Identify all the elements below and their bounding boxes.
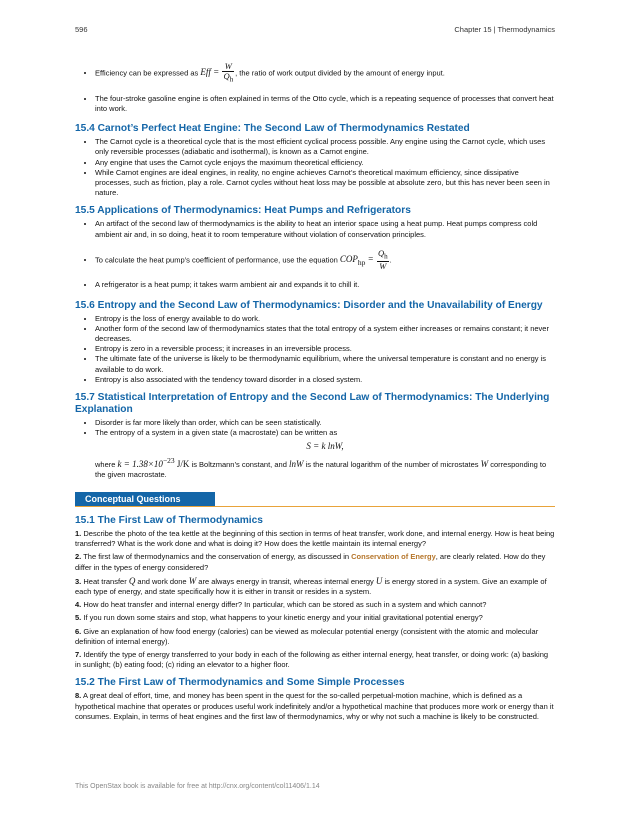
q-symbol: Q	[128, 575, 136, 586]
efficiency-text-pre: Efficiency can be expressed as	[95, 68, 199, 78]
efficiency-bullet	[95, 62, 555, 85]
otto-cycle-bullet: • The four-stroke gasoline engine is often explained in terms of the Otto cycle, which is a repeating sequence of processes that convert heat into work.	[95, 94, 555, 114]
where-mid2-text: is the natural logarithm of the number of microstates	[305, 459, 479, 469]
question-text: and work done	[137, 576, 187, 586]
efficiency-text-post: , the ratio of work output divided by the amount of energy input.	[235, 68, 445, 78]
conservation-of-energy-link[interactable]: Conservation of Energy	[351, 552, 436, 562]
question-text: Describe the photo of the tea kettle at the beginning of this section in terms of heat transfer, work done, and internal energy. How is heat being transferred? What is the work done and what is doing it? How does the kettle maintain its internal energy?	[75, 529, 555, 549]
entropy-text: The entropy of a system in a given state (a macrostate) can be written as	[95, 428, 338, 438]
boltzmann-exponent: −23	[162, 455, 175, 465]
list-item: • Entropy is also associated with the tendency toward disorder in a closed system.	[95, 375, 555, 385]
question-number: 3.	[75, 576, 82, 586]
cop-lhs: COP	[339, 254, 358, 265]
section-15-7-list	[75, 418, 555, 480]
question-number: 8.	[75, 691, 82, 701]
question-number: 5.	[75, 613, 82, 623]
list-item: • Another form of the second law of thermodynamics states that the total entropy of a system either increases or remains constant; it never decreases.	[95, 324, 555, 344]
cop-equation: $COP_{hp}$ = $\frac{Q_h}{W}$	[339, 247, 388, 272]
page-footer: This OpenStax book is available for free at http://cnx.org/content/col11406/1.14	[75, 783, 320, 790]
eq-numerator: W	[222, 62, 234, 72]
section-15-5-heading: 15.5 Applications of Thermodynamics: Heat Pumps and Refrigerators	[75, 205, 411, 217]
question-5	[75, 613, 555, 623]
cop-denominator: W	[379, 261, 387, 272]
question-8	[75, 691, 555, 722]
boltzmann-explanation	[95, 456, 555, 480]
entropy-bullet	[95, 428, 555, 480]
question-number: 1.	[75, 529, 82, 539]
question-number: 4.	[75, 600, 82, 610]
question-number: 2.	[75, 552, 82, 562]
cop-bullet	[95, 249, 555, 272]
question-text: A great deal of effort, time, and money has been spent in the quest for the so-called perpetual-motion machine, which is defined as a hypothetical machine that operates or produces useful work indefinitely and/or a hypothetical machine that produces more work or energy than it consumes. Explain, in terms of heat engines and the first law of thermodynamics, why or why not such a machine is likely to be constructed.	[75, 691, 554, 721]
list-item: • The ultimate fate of the universe is likely to be thermodynamic equilibrium, where the universal temperature is constant and no energy is available to do work.	[95, 354, 555, 374]
boltzmann-k: k = 1.38×10	[117, 458, 163, 469]
question-text: How do heat transfer and internal energy differ? In particular, which can be stored as such in a system and which cannot?	[83, 600, 487, 610]
eq-denominator-sub: h	[229, 75, 234, 84]
question-number: 7.	[75, 650, 82, 660]
list-item: • Any engine that uses the Carnot cycle enjoys the maximum theoretical efficiency.	[95, 158, 555, 168]
list-item: • The Carnot cycle is a theoretical cycle that is the most efficient cyclical process possible. Any engine using the Carnot cycle, which uses only reversible processes (adiabatic and isothermal), is known as a Carnot engine.	[95, 137, 555, 157]
question-text: are always energy in transit, whereas internal energy	[198, 576, 374, 586]
cop-numerator-sub: h	[384, 252, 388, 261]
question-text: is energy stored in a system. Give an example of each type of energy, and state specifically how it is either in transit or resides in a system.	[75, 576, 547, 597]
cop-period: .	[389, 255, 392, 265]
question-text-post: , are clearly related. How do they differ in the types of energy considered?	[75, 552, 546, 572]
question-text: If you run down some stairs and stop, what happens to your kinetic energy and your initial gravitational potential energy?	[83, 613, 483, 623]
question-6	[75, 627, 555, 647]
u-symbol: U	[375, 575, 383, 586]
w-symbol: W	[480, 458, 489, 469]
question-text: The first law of thermodynamics and the conservation of energy, as discussed in	[83, 552, 350, 562]
cq-15-2-heading: 15.2 The First Law of Thermodynamics and Some Simple Processes	[75, 677, 405, 689]
conceptual-questions-label: Conceptual Questions	[75, 492, 215, 506]
question-1	[75, 529, 555, 549]
cop-numerator: Q	[377, 247, 385, 258]
cop-text: To calculate the heat pump’s coefficient of performance, use the equation	[95, 255, 338, 265]
efficiency-equation: Eff = $\frac{W}{Q_h}$	[200, 61, 234, 84]
page-number: 596	[75, 25, 88, 34]
list-item: • A refrigerator is a heat pump; it takes warm ambient air and expands it to chill it.	[95, 280, 555, 290]
boltzmann-unit: J/K	[176, 458, 190, 469]
where-mid-text: is Boltzmann’s constant, and	[191, 459, 287, 469]
conceptual-questions-bar	[75, 492, 555, 507]
question-text: Identify the type of energy transferred to your body in each of the following as either internal energy, heat transfer, or doing work: (a) basking in sunlight; (b) eating food; (c) riding an elevator to a higher floor.	[75, 650, 549, 670]
section-15-4-heading: 15.4 Carnot’s Perfect Heat Engine: The Second Law of Thermodynamics Restated	[75, 123, 470, 135]
section-15-6-heading: 15.6 Entropy and the Second Law of Thermodynamics: Disorder and the Unavailability of Energy	[75, 299, 543, 311]
list-item: • Disorder is far more likely than order, which can be seen statistically.	[95, 418, 555, 428]
section-15-4-list	[75, 137, 555, 198]
question-7	[75, 650, 555, 670]
question-text: Give an explanation of how food energy (calories) can be viewed as molecular potential energy (consistent with the atomic and molecular definition of internal energy).	[75, 626, 539, 646]
entropy-equation: S = k lnW,	[306, 441, 344, 452]
where-end-text: corresponding to the given macrostate.	[95, 459, 547, 479]
eq-denominator: Q	[223, 71, 230, 81]
section-15-7-heading: 15.7 Statistical Interpretation of Entropy and the Second Law of Thermodynamics: The Underlying Explanation	[75, 392, 550, 416]
boltzmann-value	[117, 455, 190, 469]
question-text: Heat transfer	[83, 576, 127, 586]
page-content	[75, 62, 555, 725]
cop-lhs-sub: hp	[357, 257, 366, 267]
list-item: • Entropy is zero in a reversible process; it increases in an irreversible process.	[95, 344, 555, 354]
ln-w: lnW	[288, 458, 304, 469]
question-2	[75, 552, 555, 572]
chapter-header: Chapter 15 | Thermodynamics	[454, 25, 555, 34]
list-item: • While Carnot engines are ideal engines, in reality, no engine achieves Carnot’s theoretical maximum efficiency, since dissipative processes, such as friction, play a role. Carnot cycles without heat loss may be possible at absolute zero, but this has never been seen in nature.	[95, 168, 555, 199]
section-15-5-list	[75, 219, 555, 290]
list-item: • Entropy is the loss of energy available to do work.	[95, 314, 555, 324]
section-15-6-list	[75, 314, 555, 385]
question-number: 6.	[75, 626, 82, 636]
where-text: where	[95, 459, 116, 469]
intro-bullet-list	[75, 62, 555, 114]
eq-lhs: Eff	[200, 67, 211, 78]
question-4	[75, 600, 555, 610]
cq-15-1-heading: 15.1 The First Law of Thermodynamics	[75, 515, 263, 527]
list-item: • An artifact of the second law of thermodynamics is the ability to heat an interior space using a heat pump. Heat pumps compress cold ambient air and, in so doing, heat it to room temperature without violation of conservation principles.	[95, 219, 555, 239]
question-3	[75, 576, 555, 597]
w-symbol: W	[188, 575, 197, 586]
